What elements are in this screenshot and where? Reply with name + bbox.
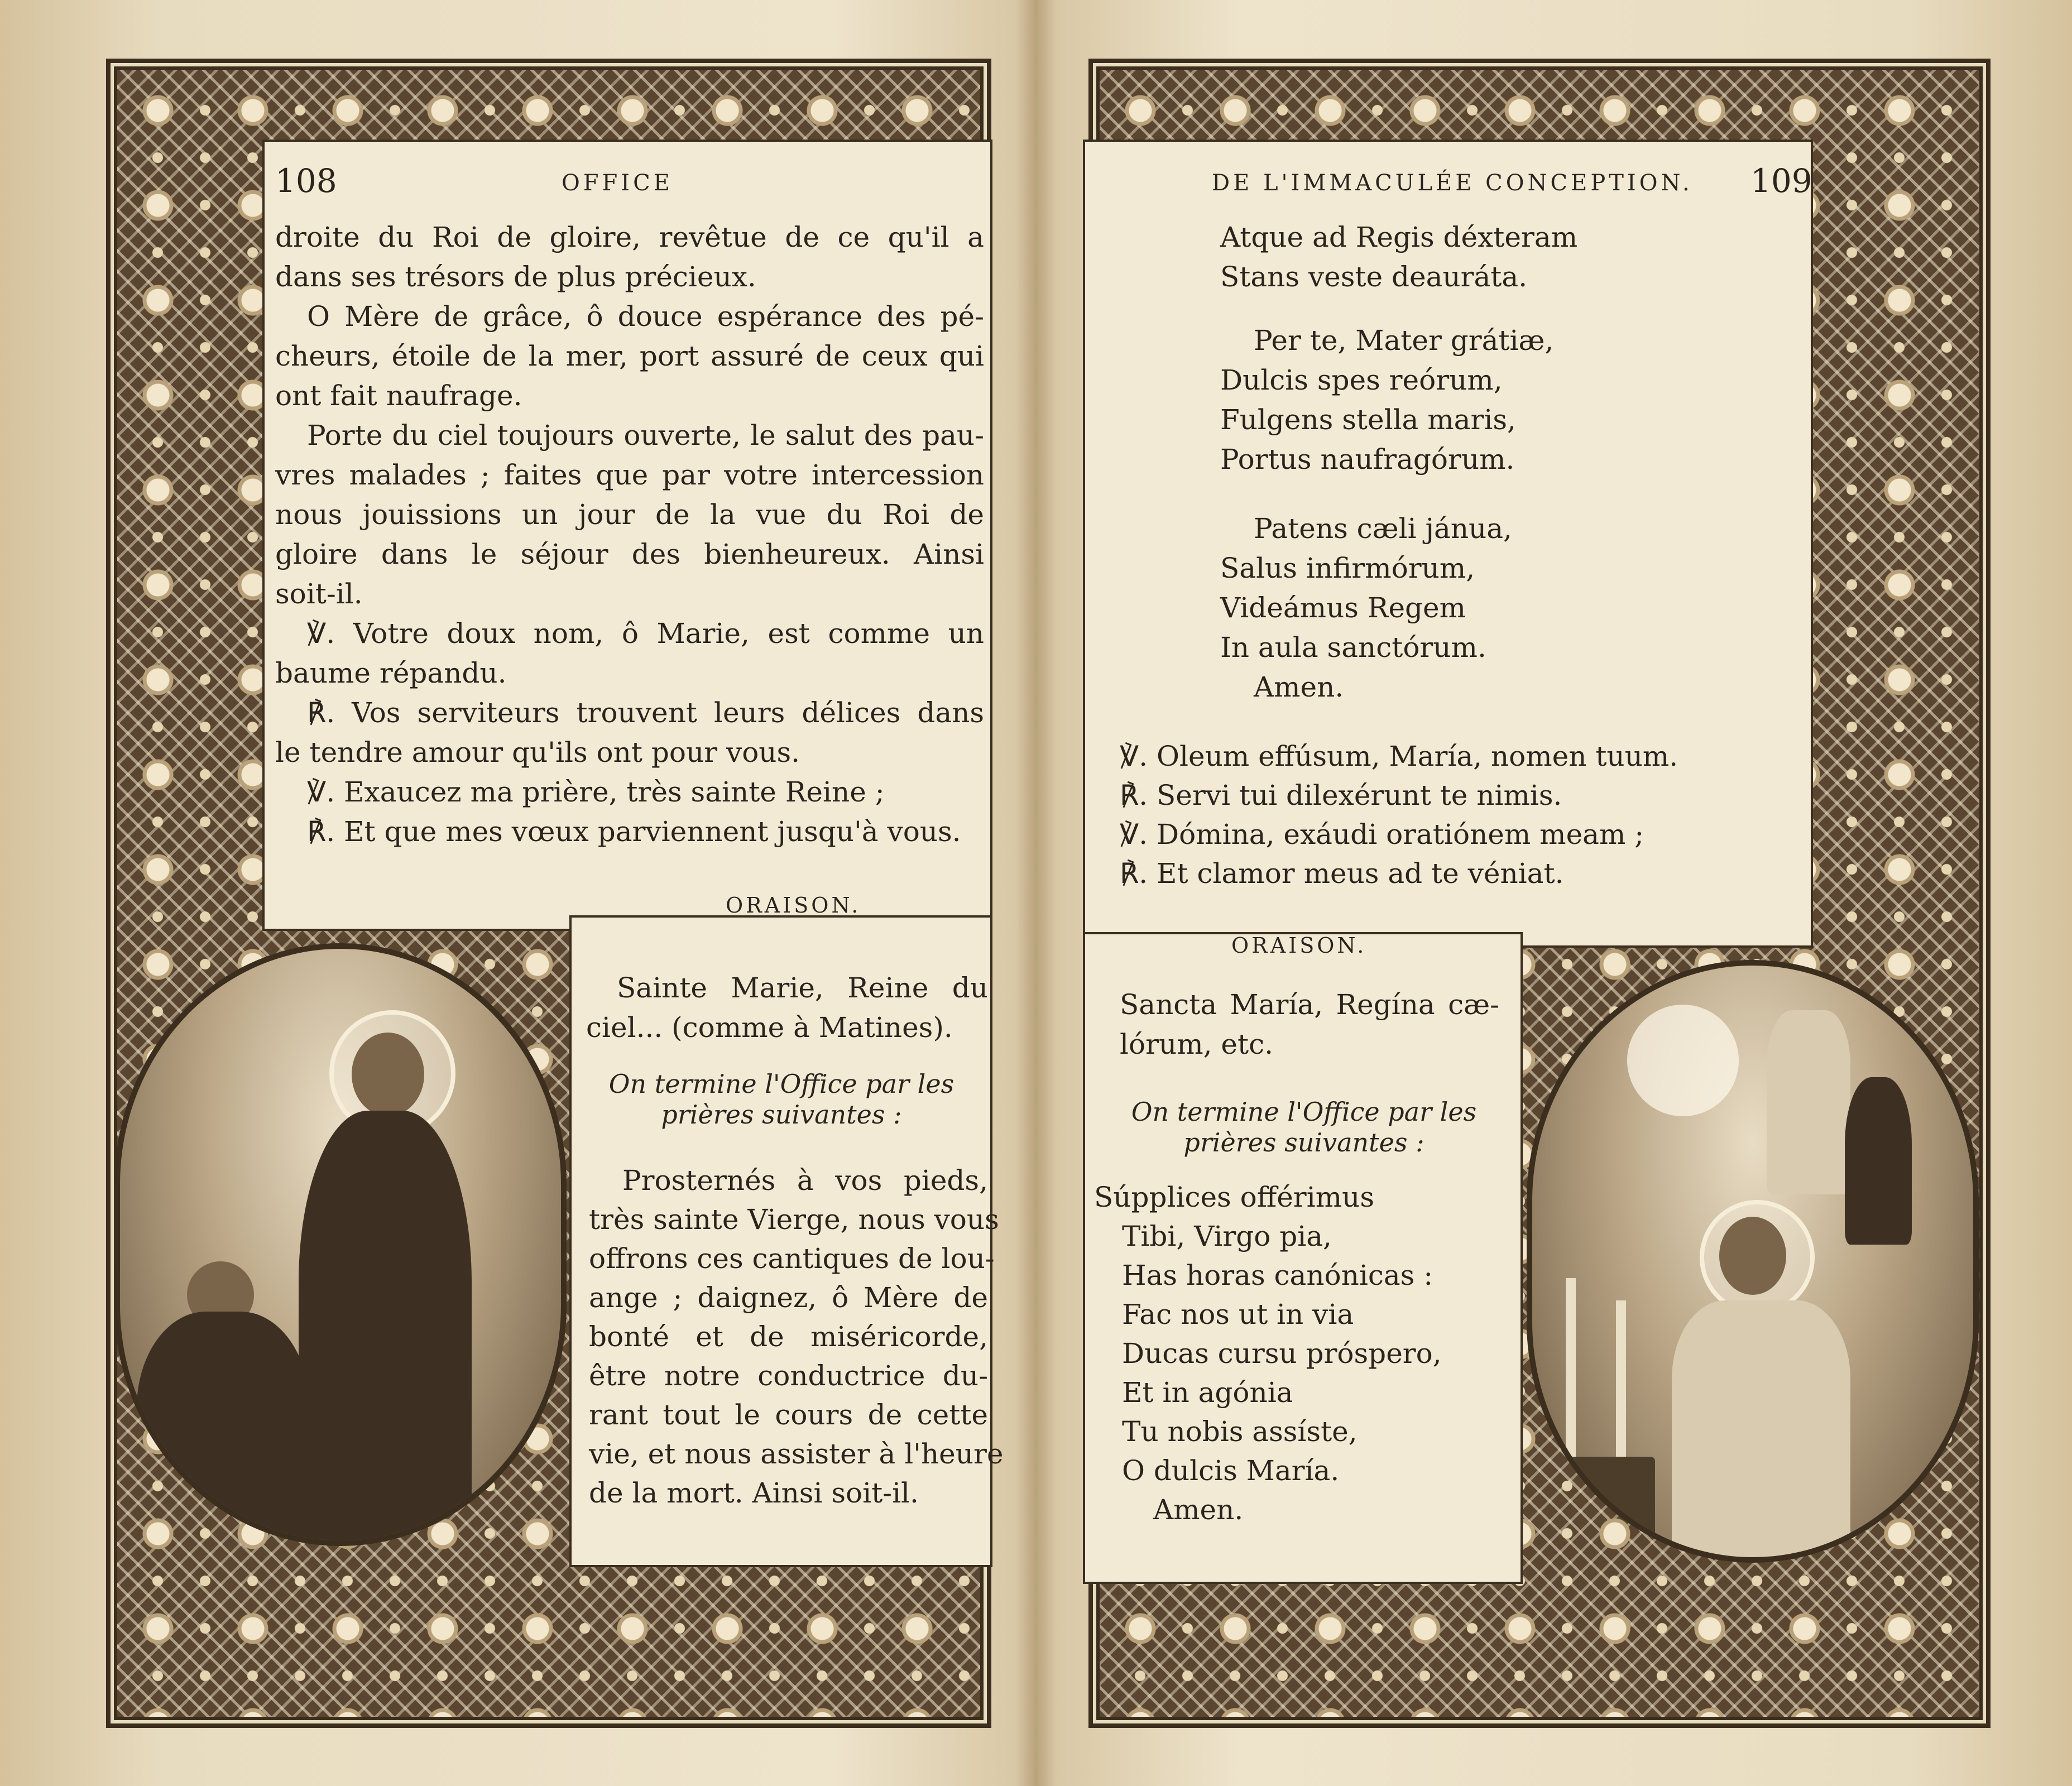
oraison-heading: ORAISON. (726, 893, 861, 918)
hymn-line: Per te, Mater grátiæ, (1254, 324, 1554, 357)
prayer-line: rant tout le cours de cette (589, 1399, 988, 1431)
candle (1616, 1300, 1626, 1462)
prayer-line: ange ; daignez, ô Mère de (589, 1281, 988, 1314)
response-line: ℟. Et que mes vœux parviennent jusqu'à vous. (307, 815, 961, 848)
hymn-line: Salus infirmórum, (1220, 552, 1475, 584)
hymn-line: Portus naufragórum. (1220, 443, 1515, 476)
apparition-saint-figure (1767, 1010, 1850, 1194)
praying-saint-head (1719, 1217, 1786, 1295)
saint-figure (299, 1111, 472, 1540)
prayer-line: Prosternés à vos pieds, (622, 1164, 988, 1197)
kneeling-man-figure (137, 1312, 310, 1546)
prayer-line: vie, et nous assister à l'heure (589, 1438, 1004, 1470)
text-line: O Mère de grâce, ô douce espérance des pé- (307, 300, 984, 333)
text-line: vres malades ; faites que par votre intercession (275, 459, 984, 491)
prayer-line: Amen. (1153, 1494, 1244, 1526)
page-number: 109 (1750, 162, 1812, 200)
oraison-line: Sancta María, Regína cæ- (1120, 988, 1499, 1021)
prayer-line: bonté et de miséricorde, (589, 1321, 988, 1353)
hymn-line: Atque ad Regis déxteram (1220, 221, 1578, 253)
prayer-line: Súpplices offérimus (1094, 1181, 1374, 1213)
oraison-line: Sainte Marie, Reine du (617, 972, 988, 1004)
hymn-line: Videámus Regem (1220, 592, 1466, 624)
hymn-line: Dulcis spes reórum, (1220, 364, 1503, 396)
response-line: ℟. Et clamor meus ad te véniat. (1120, 857, 1564, 890)
prayer-line: Ducas cursu próspero, (1122, 1337, 1442, 1370)
text-line: droite du Roi de gloire, revêtue de ce qu'il a (275, 221, 984, 253)
saint-head (352, 1033, 424, 1116)
prayer-line: très sainte Vierge, nous vous (589, 1203, 999, 1236)
text-line: Porte du ciel toujours ouverte, le salut des pau- (307, 419, 984, 452)
text-line: gloire dans le séjour des bienheureux. Ainsi (275, 538, 984, 570)
versicle-line: ℣. Dómina, exáudi oratiónem meam ; (1120, 818, 1644, 851)
rubric-line: On termine l'Office par les (1131, 1097, 1477, 1127)
prayer-line: Tu nobis assíste, (1122, 1415, 1358, 1448)
candle (1566, 1278, 1576, 1462)
prayer-line: Fac nos ut in via (1122, 1298, 1354, 1331)
hymn-line: In aula sanctórum. (1220, 631, 1486, 664)
versicle-line: ℣. Oleum effúsum, María, nomen tuum. (1120, 740, 1678, 772)
prayer-line: O dulcis María. (1122, 1454, 1340, 1487)
prayer-line: de la mort. Ainsi soit-il. (589, 1477, 919, 1509)
prayer-line: Et in agónia (1122, 1376, 1293, 1409)
rubric-line: prières suivantes : (661, 1100, 902, 1130)
apparition-virgin-figure (1845, 1077, 1912, 1245)
altar (1555, 1457, 1655, 1557)
response-line: ℟. Vos serviteurs trouvent leurs délices dans (307, 697, 984, 729)
text-line: soit-il. (275, 578, 363, 610)
right-page (1036, 0, 2072, 1786)
light-burst (1627, 1005, 1739, 1116)
prayer-line: offrons ces cantiques de lou- (589, 1242, 995, 1275)
text-line: baume répandu. (275, 657, 507, 689)
text-line: cheurs, étoile de la mer, port assuré de ceux qui (275, 340, 984, 372)
text-line: nous jouissions un jour de la vue du Roi de (275, 498, 984, 531)
prayer-line: Tibi, Virgo pia, (1122, 1220, 1332, 1252)
versicle-line: ℣. Votre doux nom, ô Marie, est comme un (307, 617, 984, 650)
oraison-line: lórum, etc. (1120, 1028, 1273, 1060)
praying-saint-figure (1672, 1300, 1850, 1563)
text-line: le tendre amour qu'ils ont pour vous. (275, 736, 800, 769)
hymn-line: Stans veste deauráta. (1220, 261, 1528, 293)
versicle-line: ℣. Exaucez ma prière, très sainte Reine ; (307, 776, 885, 808)
hymn-line: Fulgens stella maris, (1220, 404, 1516, 436)
left-illustration-saint-scene (114, 943, 567, 1546)
oraison-line: ciel... (comme à Matines). (586, 1011, 953, 1044)
response-line: ℟. Servi tui dilexérunt te nimis. (1120, 779, 1562, 812)
rubric-line: prières suivantes : (1183, 1127, 1424, 1158)
right-illustration-prayer-scene (1527, 960, 1979, 1563)
hymn-line: Patens cæli jánua, (1254, 512, 1512, 545)
oraison-heading: ORAISON. (1231, 933, 1367, 958)
rubric-line: On termine l'Office par les (608, 1069, 955, 1099)
prayer-line: être notre conductrice du- (589, 1360, 988, 1392)
text-line: ont fait naufrage. (275, 380, 522, 412)
prayer-line: Has horas canónicas : (1122, 1259, 1433, 1292)
page-number: 108 (275, 162, 337, 200)
running-head: DE L'IMMACULÉE CONCEPTION. (1212, 170, 1693, 196)
text-line: dans ses trésors de plus précieux. (275, 261, 756, 293)
running-head: OFFICE (562, 170, 673, 196)
hymn-line: Amen. (1254, 671, 1344, 703)
